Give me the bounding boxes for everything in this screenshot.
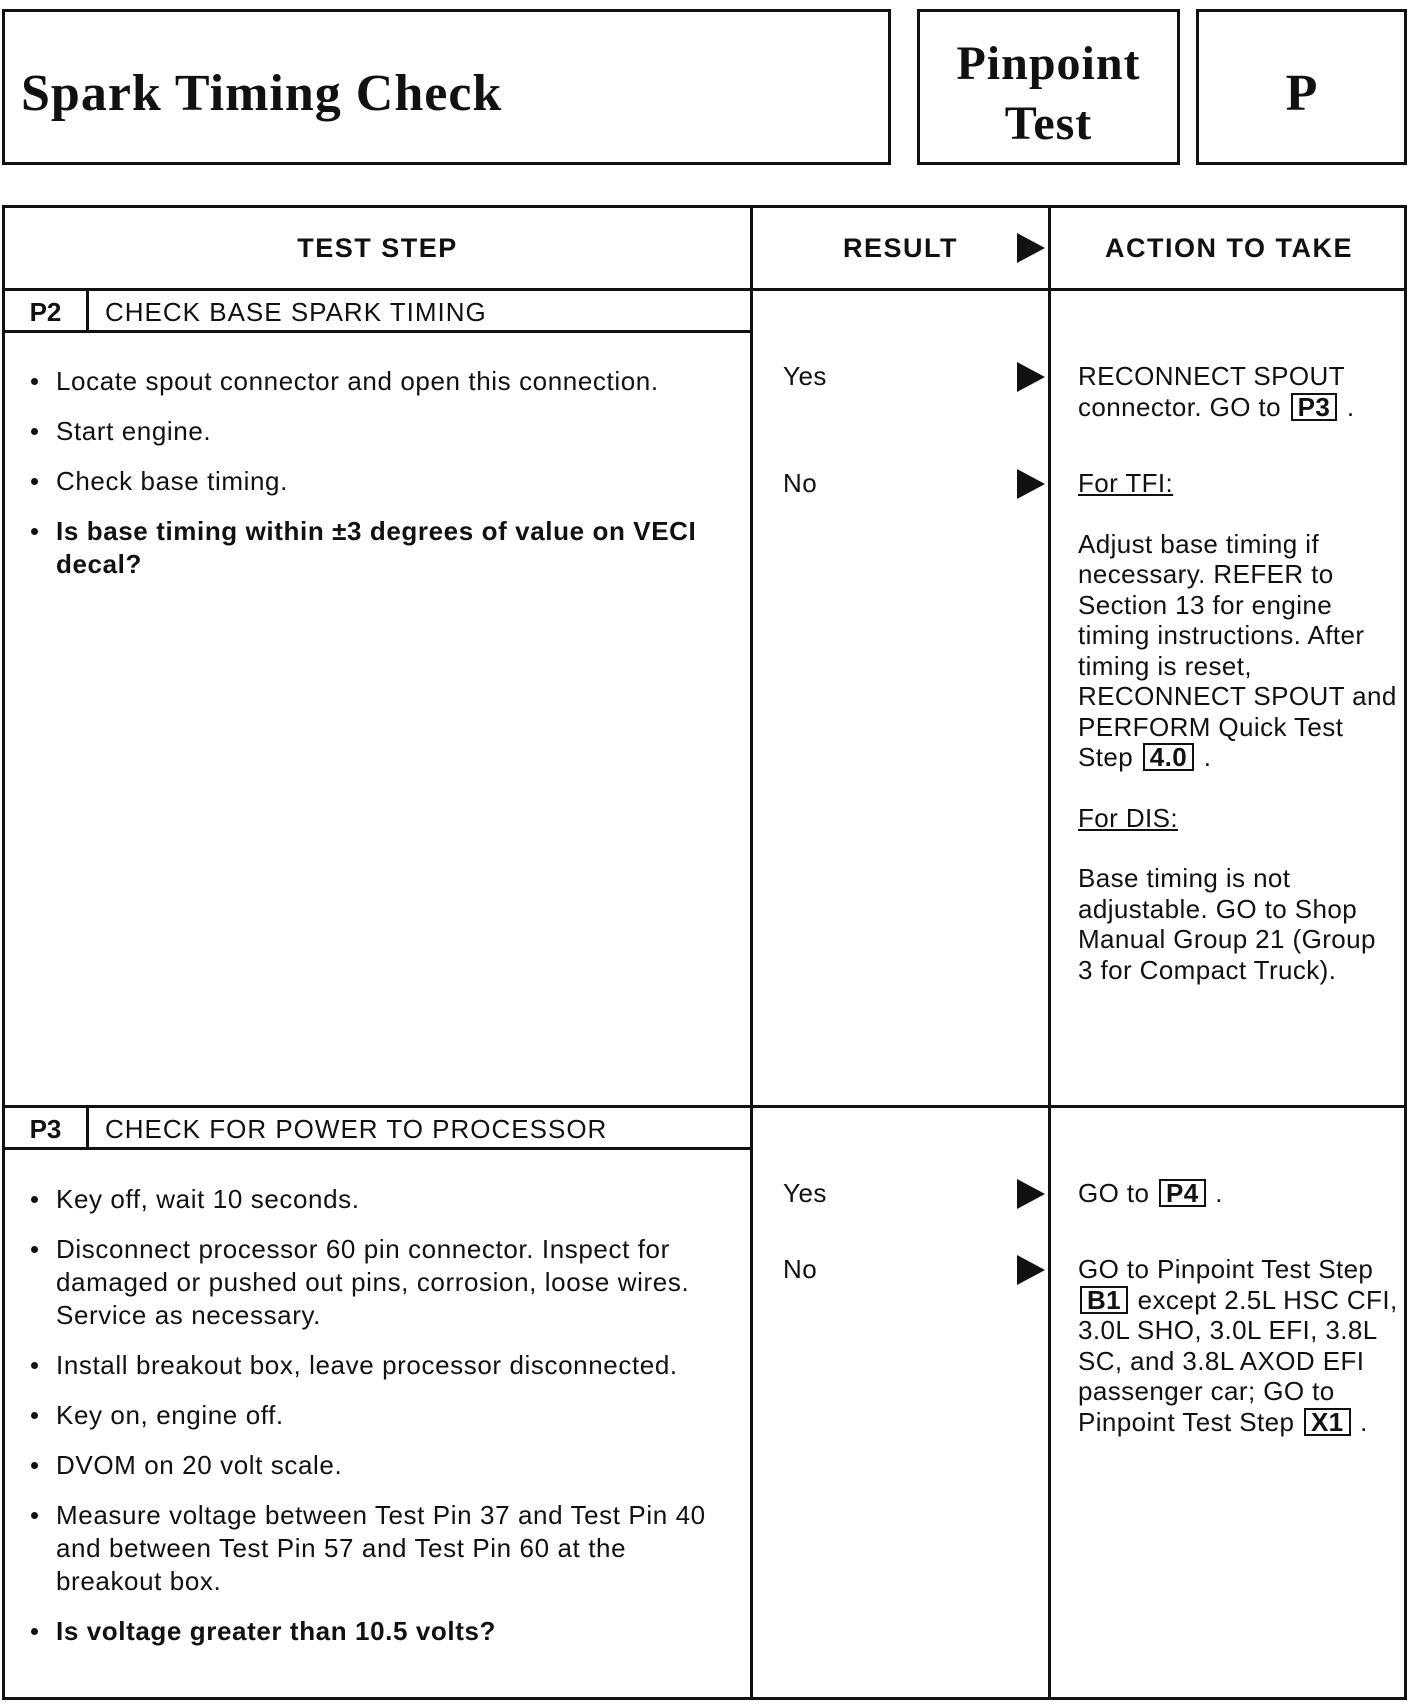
page-title: Spark Timing Check [21, 65, 503, 122]
bullet-icon [31, 528, 38, 535]
tfi-heading: For TFI: [1078, 468, 1174, 498]
list-item: Measure voltage between Test Pin 37 and Test Pin 40 and between Test Pin 57 and Test Pin 60 at the breakout box. [27, 1499, 737, 1598]
arrow-icon [1017, 1179, 1045, 1209]
bullet-icon [31, 428, 38, 435]
list-item: Disconnect processor 60 pin connector. Inspect for damaged or pushed out pins, corrosion, loose wires. Service as necessary. [27, 1233, 737, 1332]
step-ref-p4[interactable]: P4 [1159, 1179, 1206, 1207]
pinpoint-label-line2: Test [1004, 97, 1093, 150]
result-no: No [783, 468, 818, 498]
action-p3-no: GO to Pinpoint Test Step B1 except 2.5L HSC CFI, 3.0L SHO, 3.0L EFI, 3.8L SC, and 3.8L AXOD EFI passenger car; GO to Pinpoint Test Step X1 . [1078, 1254, 1398, 1437]
arrow-icon [1017, 469, 1045, 499]
step-list-p3 [27, 1183, 737, 1665]
title-box [2, 9, 891, 165]
test-letter: P [1285, 65, 1318, 122]
step-id: P2 [5, 291, 89, 330]
list-item: DVOM on 20 volt scale. [27, 1449, 737, 1482]
step-header-p3 [5, 1108, 750, 1150]
step-ref-x1[interactable]: X1 [1304, 1408, 1351, 1436]
list-item: Key off, wait 10 seconds. [27, 1183, 737, 1216]
arrow-icon [1017, 233, 1045, 263]
column-divider [750, 208, 753, 1697]
step-ref-b1[interactable]: B1 [1080, 1286, 1128, 1314]
list-item: Check base timing. [27, 465, 737, 498]
pinpoint-test-box [917, 9, 1180, 165]
result-yes: Yes [783, 361, 827, 391]
list-item: Start engine. [27, 415, 737, 448]
action-p2-yes: RECONNECT SPOUT connector. GO to P3 . [1078, 361, 1355, 422]
step-title: CHECK FOR POWER TO PROCESSOR [105, 1114, 608, 1144]
column-header-action: ACTION TO TAKE [1105, 233, 1353, 263]
bullet-icon [31, 378, 38, 385]
action-p3-yes: GO to P4 . [1078, 1178, 1223, 1208]
list-item-question: Is voltage greater than 10.5 volts? [27, 1615, 737, 1648]
step-ref-p3[interactable]: P3 [1291, 393, 1338, 421]
result-yes: Yes [783, 1178, 827, 1208]
list-item-question: Is base timing within ±3 degrees of value on VECI decal? [27, 515, 737, 581]
dis-heading: For DIS: [1078, 802, 1178, 833]
bullet-icon [31, 1628, 38, 1635]
column-header-test-step: TEST STEP [297, 233, 458, 263]
test-letter-box [1196, 9, 1407, 165]
list-item: Install breakout box, leave processor disconnected. [27, 1349, 737, 1382]
bullet-icon [31, 1412, 38, 1419]
bullet-icon [31, 1462, 38, 1469]
column-divider [1048, 208, 1051, 1697]
arrow-icon [1017, 1255, 1045, 1285]
list-item: Key on, engine off. [27, 1399, 737, 1432]
column-header-result: RESULT [843, 233, 958, 263]
bullet-icon [31, 478, 38, 485]
arrow-icon [1017, 362, 1045, 392]
step-list-p2 [27, 365, 737, 598]
result-no: No [783, 1254, 818, 1284]
pinpoint-label-line1: Pinpoint [956, 37, 1141, 90]
step-ref-4-0[interactable]: 4.0 [1143, 743, 1194, 771]
step-id: P3 [5, 1108, 89, 1147]
bullet-icon [31, 1362, 38, 1369]
list-item: Locate spout connector and open this connection. [27, 365, 737, 398]
bullet-icon [31, 1512, 38, 1519]
step-header-p2 [5, 291, 750, 333]
action-p2-no: For TFI: Adjust base timing if necessary. REFER to Section 13 for engine timing instructions. After timing is reset, RECONNECT SPOUT and PERFORM Quick Test Step 4.0 . For DIS: Base timing is not adjustable. GO to Shop Manual Group 21 (Group 3 for Compact Truck). [1078, 468, 1397, 985]
test-table [2, 205, 1407, 1700]
step-title: CHECK BASE SPARK TIMING [105, 297, 487, 327]
pinpoint-test-label [920, 34, 1177, 154]
bullet-icon [31, 1196, 38, 1203]
bullet-icon [31, 1246, 38, 1253]
